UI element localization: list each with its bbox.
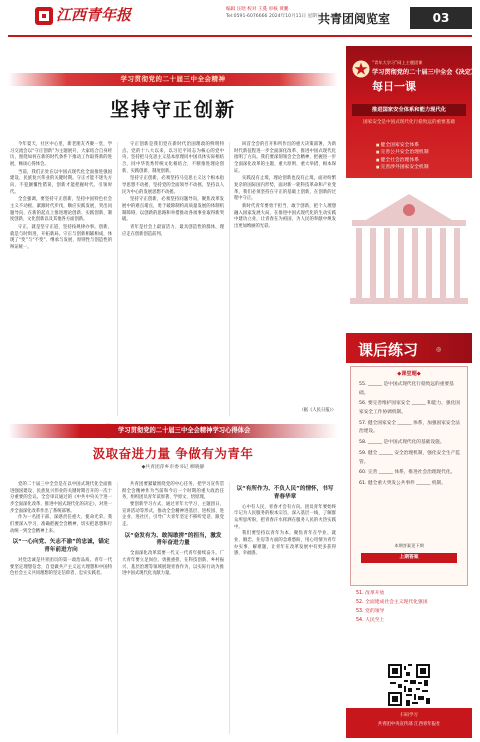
article1-paragraph: 今年夏天，社区中心里，新老朋友齐聚一堂，学习交流会以“守正创新”为主题展开，大家结合自身经历，围绕如何在新的时代条件下推动工作取得新的进展，畅谈心得体会。: [10, 142, 112, 167]
sidebar-kicker: “青年大学习”网上主题团课: [372, 60, 423, 65]
header-rule: [8, 35, 472, 37]
page-number: 03: [410, 7, 472, 29]
article2-column-1: [10, 482, 112, 578]
section-heading: 以“奋发有为、敢闯敢拼”的担当，激发青年奋进力量: [124, 532, 222, 547]
question-item: 59. 健全 ______ 安全治理机制，强化安全生产监管。: [359, 450, 460, 465]
sidebar-subtitle: 学习贯彻党的二十届三中全会《决定》: [372, 69, 478, 76]
article2-paragraph: 党的二十届三中全会是在以中国式现代化全面推进强国建设、民族复兴伟业的关键时期召开的一次十分重要的会议。全会审议通过的《中共中央关于进一步全面深化改革、推进中国式现代化的决定》，对进一步全面深化改革作出了系统部署。: [10, 482, 112, 514]
qr-code-icon[interactable]: [388, 664, 430, 706]
article1-banner: [8, 70, 338, 88]
exercise-header: [346, 333, 472, 363]
article2-banner: [8, 422, 338, 440]
column-divider: [229, 142, 230, 416]
sidebar-section-title: 国家安全是中国式现代化行稳致远的重要基础: [363, 120, 455, 125]
article2-paragraph: 作为一名团干部，深感责任重大、使命光荣。我们要深入学习、准确把握全会精神，切实把思想和行动统一到全会精神上来。: [10, 515, 112, 534]
youth-league-emblem-icon: [352, 60, 370, 78]
sidebar-lesson-card: [346, 46, 478, 178]
question-item: 57. 健全国家安全 ______ 体系，加强国家安全法治建设。: [359, 420, 460, 435]
answers-section: [350, 590, 468, 660]
article1-byline: （据《人民日报》）: [299, 408, 336, 413]
paper-name: 江西青年报: [56, 6, 132, 24]
article1-banner-text: 学习贯彻党的二十届三中全会精神: [120, 75, 226, 84]
article1-paragraph: 新时代青年要勇于担当、敢于创新，把个人理想融入国家发展大局，在推进中国式现代化的生动实践中建功立业，让青春在为祖国、为人民的奉献中焕发出更加绚丽的光彩。: [234, 203, 336, 229]
great-hall-illustration-icon: [346, 180, 472, 330]
exercise-decoration: ◎: [436, 346, 442, 353]
masthead: [34, 4, 134, 26]
column-divider: [117, 482, 118, 734]
article1-paragraph: 守正，就是坚守正道，坚持按规律办事。创新，就是与时俱进，开拓新局。守正与创新相辅相成，体现了“变”与“不变”、继承与发展、原则性与创造性的辩证统一。: [10, 224, 112, 250]
article1-paragraph: 守正创新是我们党在新时代治国理政的鲜明特点。党的十八大以来，以习近平同志为核心的党中央，坚持把马克思主义基本原理同中国具体实际相结合、同中华优秀传统文化相结合，不断推进理论创新、实践创新、制度创新。: [122, 142, 224, 174]
article2-paragraph: 全面深化改革需要一代又一代青年接续奋斗。广大青年要立足岗位、勇挑重担，在科技创新、乡村振兴、基层治理等领域展现青春作为，以实际行动为推进中国式现代化贡献力量。: [122, 551, 224, 577]
answer-item: 51. 改革开放: [356, 591, 385, 596]
article1-paragraph: 当前，我们正处在以中国式现代化全面推进强国建设、民族复兴伟业的关键时期。守正才能不迷失方向、不犯颠覆性错误，创新才能把握时代、引领时代。: [10, 169, 112, 195]
sidebar-item: ■ 完善公共安全治理机制: [376, 149, 429, 156]
exercise-title: 课后练习: [358, 341, 419, 359]
article1-paragraph: 坚持守正创新，必须坚持问题导向，聚焦改革发展中的难点堵点，勇于破除制约高质量发展的体制机制障碍，以创新的思路和举措推动各项事业取得新突破。: [122, 197, 224, 223]
section-heading: 以“一心向党、矢志不渝”的忠诚，锚定青年前进方向: [12, 539, 110, 554]
article2-headline: 汲取奋进力量 争做有为青年: [92, 446, 254, 461]
sidebar-item: ■ 健全国家安全体系: [376, 142, 429, 149]
header-meta: [226, 6, 322, 30]
date-line: Tel:0591-6076666 2024年10月11日 星期五: [226, 14, 322, 20]
answer-item: 53. 党的领导: [356, 608, 385, 614]
article2-paragraph: 心中有人民，青春才会有方向。团员青年要始终牢记为人民服务的根本宗旨，深入基层一线，了解群众所思所盼，把青春汗水挥洒在服务人民的火热实践中。: [234, 504, 336, 530]
section-title: 共青团阅览室: [318, 12, 391, 26]
question-item: 60. 完善 ______ 体系，推进社会治理现代化。: [359, 470, 456, 476]
article1-paragraph: 青年是社会上最富活力、最具创造性的群体，理应走在创新创造前列。: [122, 224, 224, 237]
newspaper-logo-icon: [34, 6, 54, 26]
answer-item: 52. 全面建成社会主义现代化强国: [356, 599, 428, 605]
sidebar-item: ■ 健全社会治理体系: [376, 157, 429, 164]
answer-list: [350, 590, 468, 625]
question-item: 55. ______ 是中国式现代化行稳致远的重要基础。: [359, 382, 454, 396]
article1-column-1: [10, 142, 112, 253]
answer-bar: 上期答案: [361, 553, 457, 563]
article1-paragraph: 全会强调，要坚持守正创新，坚持中国特色社会主义不动摇，紧跟时代步伐，顺应实践发展，突出问题导向，在新的起点上推进理论创新、实践创新、制度创新、文化创新以及其他各方面创新。: [10, 197, 112, 223]
article2-paragraph: 共青团要紧紧围绕党的中心任务，把学习宣传贯彻全会精神作为当前和今后一个时期的重大政治任务，组织团员青年读原著、学原文、悟原理。: [122, 482, 224, 501]
article1-paragraph: 实践没有止境，理论创新也没有止境。面对纷繁复杂的国际国内形势，面对新一轮科技革命和产业变革，我们必须坚持在守正的基础上创新，在创新的过程中守正。: [234, 176, 336, 202]
article2-paragraph: 我们要坚持以青年为本，聚焦青年在学业、就业、婚恋、住房等方面的急难愁盼，用心用情为青年办实事、解难题，让青年在改革发展中有更多获得感、幸福感。: [234, 531, 336, 557]
article2-column-3: [234, 482, 336, 558]
footer-scan-text: 扫码学习: [400, 713, 418, 718]
question-item: 56. 要完善维护国家安全 ______ 和能力，强化国家安全工作协调机制。: [359, 401, 460, 416]
sidebar-item: ■ 完善涉外国家安全机制: [376, 164, 429, 171]
article1-paragraph: 回首全会的召开和所作出的重大决策部署，为新时代新征程进一步全面深化改革、推进中国式现代化指明了方向。我们要深刻领会全会精神，把握进一步全面深化改革的主题、重大原则、重大举措、根本保证。: [234, 142, 336, 174]
exercise-box-title: ◆课堂题◆: [397, 371, 421, 377]
column-divider: [117, 142, 118, 416]
editor-line: 编辑 汪晗 校对 王蔓 审核 黄鹏: [226, 7, 289, 12]
article1-column-3: [234, 142, 336, 232]
exercise-box: [350, 366, 468, 586]
article2-banner-text: 学习贯彻党的二十届三中全会精神学习心得体会: [118, 427, 251, 435]
article2-column-2: [122, 482, 224, 578]
question-item: 61. 健全重大突发公共事件 ______ 机制。: [359, 480, 446, 486]
article2-paragraph: 要创新学习方式，通过青年大学习、主题团日、宣讲活动等形式，推动全会精神进基层、进校园、进企业、进社区，引导广大青年坚定不移听党话、跟党走。: [122, 501, 224, 527]
answer-item: 54. 人民至上: [356, 617, 385, 623]
sidebar-items: [376, 142, 429, 172]
article1-paragraph: 坚持守正创新，必须坚持马克思主义这个根本指导思想不动摇，坚持党的全面领导不动摇，坚持以人民为中心的发展思想不动摇。: [122, 176, 224, 195]
sidebar-footer: [346, 708, 472, 738]
column-divider: [229, 482, 230, 734]
question-item: 58. ______ 是中国式现代化的基础设施。: [359, 440, 445, 446]
answer-note: 本期答案见下期: [394, 543, 424, 548]
section-heading: 以“有所作为、不负人民”的情怀，书写青春华章: [236, 486, 334, 500]
footer-org-text: 共青团中央宣传部 江西青年报社: [377, 722, 441, 727]
sidebar-title: 每日一课: [372, 80, 416, 93]
question-list: [359, 381, 461, 491]
article2-paragraph: 对党忠诚是共青团员的第一政治品质。青年一代要坚定理想信念，自觉做共产主义远大理想和中国特色社会主义共同理想的坚定信仰者、忠实实践者。: [10, 557, 112, 577]
article2-author: ◆共青团萍乡市委书记 柳晓静: [141, 465, 205, 470]
sidebar-topic: 推进国家安全体系和能力现代化: [352, 104, 466, 116]
article1-headline: 坚持守正创新: [109, 99, 236, 121]
article1-column-2: [122, 142, 224, 239]
